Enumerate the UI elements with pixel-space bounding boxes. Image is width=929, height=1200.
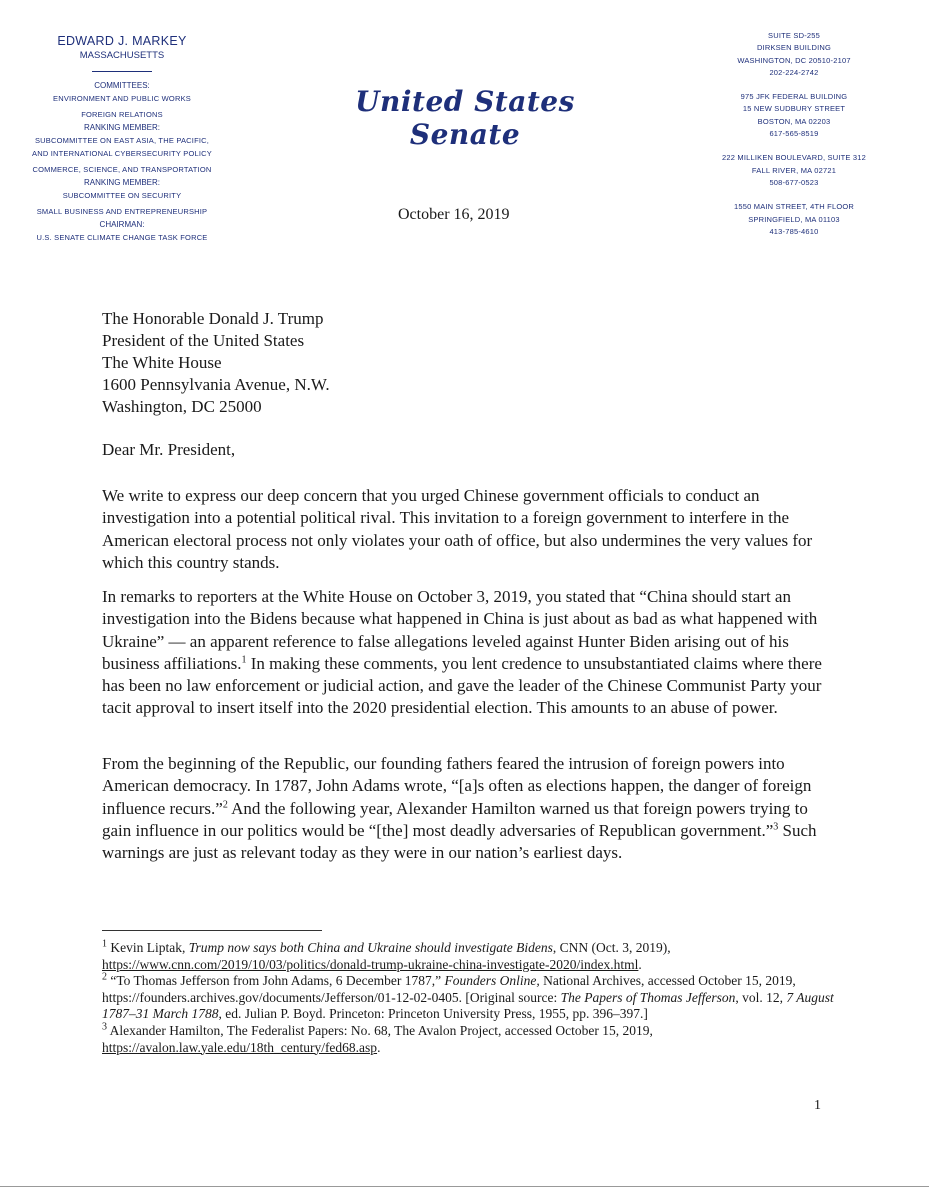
recipient-address <box>102 308 330 418</box>
letterhead-offices-block <box>705 30 883 250</box>
office-line: SUITE SD-255 <box>768 31 820 40</box>
recipient-line: The Honorable Donald J. Trump <box>102 309 324 328</box>
letter-date: October 16, 2019 <box>398 206 510 223</box>
letterhead-title-block <box>300 85 630 151</box>
body-paragraph <box>102 586 837 720</box>
office-address <box>705 91 883 140</box>
committee-role: RANKING MEMBER: <box>83 123 160 133</box>
committees-label: COMMITTEES: <box>94 81 150 90</box>
salutation: Dear Mr. President, <box>102 440 236 459</box>
committee-role: CHAIRMAN: <box>99 220 145 230</box>
footnote-link[interactable]: https://avalon.law.yale.edu/18th_century/fed68.asp <box>102 1039 378 1055</box>
footnote-text: Alexander Hamilton, The Federalist Papers: No. 68, The Avalon Project, accessed October 15, 2019, <box>107 1022 653 1038</box>
office-line: DIRKSEN BUILDING <box>756 43 832 53</box>
committee-line: SUBCOMMITTEE ON EAST ASIA, THE PACIFIC, <box>34 135 210 145</box>
footnote-title: Founders Online, <box>444 973 540 989</box>
office-phone: 508-677-0523 <box>769 177 819 187</box>
footnote <box>102 1023 842 1056</box>
committee-line: COMMERCE, SCIENCE, AND TRANSPORTATION <box>32 165 212 175</box>
recipient-line: The White House <box>102 353 222 372</box>
footnote-ref[interactable]: 3 <box>773 821 779 833</box>
committee-role: RANKING MEMBER: <box>83 177 160 187</box>
committee-line: SUBCOMMITTEE ON SECURITY <box>62 190 182 200</box>
footnote-text: , vol. 12, <box>735 989 787 1005</box>
paragraph-text: In remarks to reporters at the White House on October 3, 2019, you stated that “China should start an investigation into the Bidens because what happened in China is just about as bad as what happened with Ukraine” — an apparent reference to false allegations leveled against Hunter Biden arising out of his business affiliations. <box>102 587 818 673</box>
footnote-ref[interactable]: 2 <box>222 798 228 810</box>
office-line: 15 NEW SUDBURY STREET <box>742 104 846 114</box>
paragraph-text: Such warnings are just as relevant today as they were in our nation’s earliest days. <box>102 820 817 863</box>
recipient-line: President of the United States <box>102 331 305 350</box>
page-number: 1 <box>814 1098 821 1113</box>
committee-line: AND INTERNATIONAL CYBERSECURITY POLICY <box>32 148 212 158</box>
paragraph-text: And the following year, Alexander Hamilton warned us that foreign powers trying to gain influence in our politics would be “[the] most deadly adversaries of Republican government.” <box>102 798 808 840</box>
office-line: WASHINGTON, DC 20510-2107 <box>737 55 851 65</box>
office-address <box>705 152 883 189</box>
office-address <box>705 30 883 79</box>
footnote-title: The Papers of Thomas Jefferson <box>560 989 736 1005</box>
committee-line: ENVIRONMENT AND PUBLIC WORKS <box>53 93 191 103</box>
footnote-divider <box>102 930 322 931</box>
office-line: BOSTON, MA 02203 <box>757 116 831 126</box>
footnote-text: Kevin Liptak, <box>107 940 189 955</box>
footnote-text: , CNN (Oct. 3, 2019), <box>552 940 671 955</box>
body-paragraph <box>102 485 837 574</box>
footnote-text: . <box>377 1039 381 1055</box>
letterhead-divider <box>92 71 152 72</box>
office-phone: 413-785-4610 <box>769 226 819 236</box>
office-line: SPRINGFIELD, MA 01103 <box>748 214 840 224</box>
footnote-title: Trump now says both China and Ukraine should investigate Bidens <box>188 940 553 955</box>
senator-state: MASSACHUSETTS <box>79 50 165 61</box>
letterhead-senator-block <box>22 34 222 244</box>
office-line: 1550 MAIN STREET, 4TH FLOOR <box>733 202 854 212</box>
footnote-text: National Archives, accessed October 15, 2019, https://founders.archives.gov/documents/Jefferson/01-12-02-0405. [Original source: <box>102 973 796 1005</box>
footnote-number: 3 <box>102 1021 107 1033</box>
committee-line: U.S. SENATE CLIMATE CHANGE TASK FORCE <box>36 232 208 242</box>
committee-line: FOREIGN RELATIONS <box>81 110 163 120</box>
paragraph-text: From the beginning of the Republic, our founding fathers feared the intrusion of foreign powers into American democracy. In 1787, John Adams wrote, “[a]s often as elections happen, the danger of foreign influence recurs.” <box>102 754 812 818</box>
office-line: FALL RIVER, MA 02721 <box>751 165 837 175</box>
footnote-number: 2 <box>102 971 107 983</box>
footnote-ref[interactable]: 1 <box>241 654 247 666</box>
footnote-title: 7 August 1787–31 March 1788 <box>102 989 834 1022</box>
footnote-number: 1 <box>102 938 107 950</box>
office-line: 975 JFK FEDERAL BUILDING <box>740 92 848 102</box>
committee-line: SMALL BUSINESS AND ENTREPRENEURSHIP <box>36 207 208 217</box>
page-bottom-edge <box>0 1186 929 1187</box>
footnote-link[interactable]: https://www.cnn.com/2019/10/03/politics/donald-trump-ukraine-china-investigate-2020/index.html <box>102 956 639 972</box>
office-address <box>705 201 883 238</box>
footnotes <box>102 940 842 1056</box>
senator-name: EDWARD J. MARKEY <box>57 34 187 48</box>
body-paragraph <box>102 753 837 864</box>
office-phone: 202-224-2742 <box>769 67 819 77</box>
footnote <box>102 973 842 1023</box>
footnote <box>102 940 842 973</box>
office-phone: 617-565-8519 <box>769 129 819 139</box>
recipient-line: Washington, DC 25000 <box>102 397 262 416</box>
footnote-text: , ed. Julian P. Boyd. Princeton: Princeton University Press, 1955, pp. 396–397.] <box>218 1006 648 1022</box>
recipient-line: 1600 Pennsylvania Avenue, N.W. <box>102 375 330 394</box>
footnote-text: “To Thomas Jefferson from John Adams, 6 December 1787,” <box>107 973 445 989</box>
paragraph-text: In making these comments, you lent credence to unsubstantiated claims where there has been no law enforcement or judicial action, and gave the leader of the Chinese Communist Party your tacit approval to insert itself into the 2020 presidential election. This amounts to an abuse of power. <box>102 653 822 718</box>
footnote-text: . <box>638 956 642 972</box>
paragraph-text: We write to express our deep concern that you urged Chinese government officials to conduct an investigation into a potential political rival. This invitation to a foreign government to interfere in the American electoral process not only violates your oath of office, but also undermines the very values for which this country stands. <box>102 486 813 572</box>
senate-title: United States Senate <box>355 85 575 151</box>
office-line: 222 MILLIKEN BOULEVARD, SUITE 312 <box>721 153 867 163</box>
